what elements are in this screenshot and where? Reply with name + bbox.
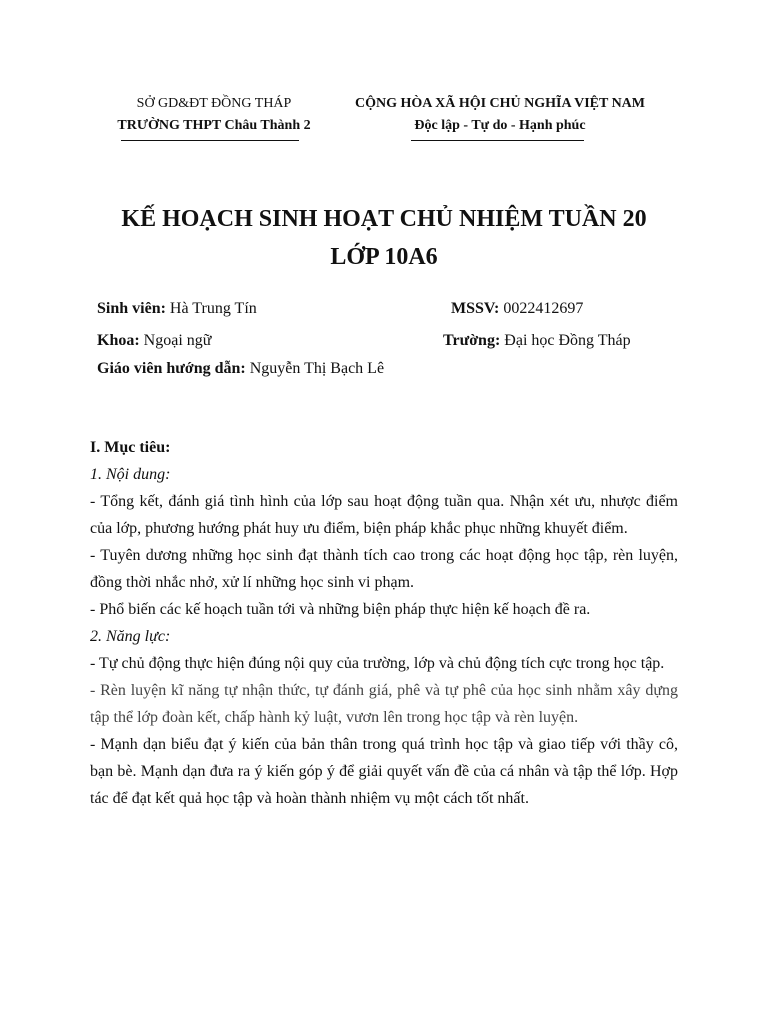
khoa-value: Ngoại ngữ xyxy=(139,332,212,349)
school-header-underline xyxy=(121,140,299,141)
truong-value: Đại học Đồng Tháp xyxy=(500,332,631,349)
section-heading-objectives: I. Mục tiêu: xyxy=(90,439,171,456)
student-value: Hà Trung Tín xyxy=(165,300,257,317)
national-header xyxy=(330,93,670,137)
mssv-value: 0022412697 xyxy=(499,300,584,317)
title-line-1: KẾ HOẠCH SINH HOẠT CHỦ NHIỆM TUẦN 20 xyxy=(121,206,647,232)
subheading-content: 1. Nội dung: xyxy=(90,466,171,483)
national-motto: Độc lập - Tự do - Hạnh phúc xyxy=(414,118,586,133)
khoa-label: Khoa: xyxy=(97,332,140,349)
school-header xyxy=(100,93,328,137)
student-id-info xyxy=(451,296,583,322)
mssv-label: MSSV: xyxy=(451,300,500,317)
paragraph-review: - Tổng kết, đánh giá tình hình của lớp sau hoạt động tuần qua. Nhận xét ưu, nhược điểm của lớp, phương hướng phát huy ưu điểm, biện pháp khắc phục những khuyết điểm. xyxy=(90,493,678,537)
gv-value: Nguyễn Thị Bạch Lê xyxy=(245,360,385,377)
paragraph-self-awareness: - Rèn luyện kĩ năng tự nhận thức, tự đánh giá, phê và tự phê của học sinh nhằm xây dựng tập thể lớp đoàn kết, chấp hành kỷ luật, vươn lên trong học tập và rèn luyện. xyxy=(90,682,678,726)
gv-label: Giáo viên hướng dẫn: xyxy=(97,360,246,377)
title-line-2: LỚP 10A6 xyxy=(330,244,438,270)
paragraph-plans: - Phổ biến các kế hoạch tuần tới và những biện pháp thực hiện kế hoạch đề ra. xyxy=(90,601,591,618)
student-label: Sinh viên: xyxy=(97,300,166,317)
student-info xyxy=(97,296,257,322)
national-title: CỘNG HÒA XÃ HỘI CHỦ NGHĨA VIỆT NAM xyxy=(354,96,645,111)
document-body xyxy=(90,434,678,812)
school-name: TRƯỜNG THPT Châu Thành 2 xyxy=(117,118,311,133)
faculty-info xyxy=(97,328,211,354)
truong-label: Trường: xyxy=(443,332,501,349)
university-info xyxy=(443,328,631,354)
paragraph-self-discipline: - Tự chủ động thực hiện đúng nội quy của trường, lớp và chủ động tích cực trong học tập. xyxy=(90,655,665,672)
paragraph-expression: - Mạnh dạn biểu đạt ý kiến của bản thân trong quá trình học tập và giao tiếp với thầy cô, bạn bè. Mạnh dạn đưa ra ý kiến góp ý để giải quyết vấn đề của cá nhân và tập thể lớp. Hợp tác để đạt kết quả học tập và hoàn thành nhiệm vụ một cách tốt nhất. xyxy=(90,736,678,807)
supervisor-info xyxy=(97,356,407,382)
document-title xyxy=(60,200,708,276)
paragraph-commendation: - Tuyên dương những học sinh đạt thành tích cao trong các hoạt động học tập, rèn luyện, đồng thời nhắc nhở, xử lí những học sinh vi phạm. xyxy=(90,547,678,591)
subheading-competence: 2. Năng lực: xyxy=(90,628,171,645)
department-name: SỞ GD&ĐT ĐỒNG THÁP xyxy=(136,96,292,111)
national-header-underline xyxy=(411,140,584,141)
